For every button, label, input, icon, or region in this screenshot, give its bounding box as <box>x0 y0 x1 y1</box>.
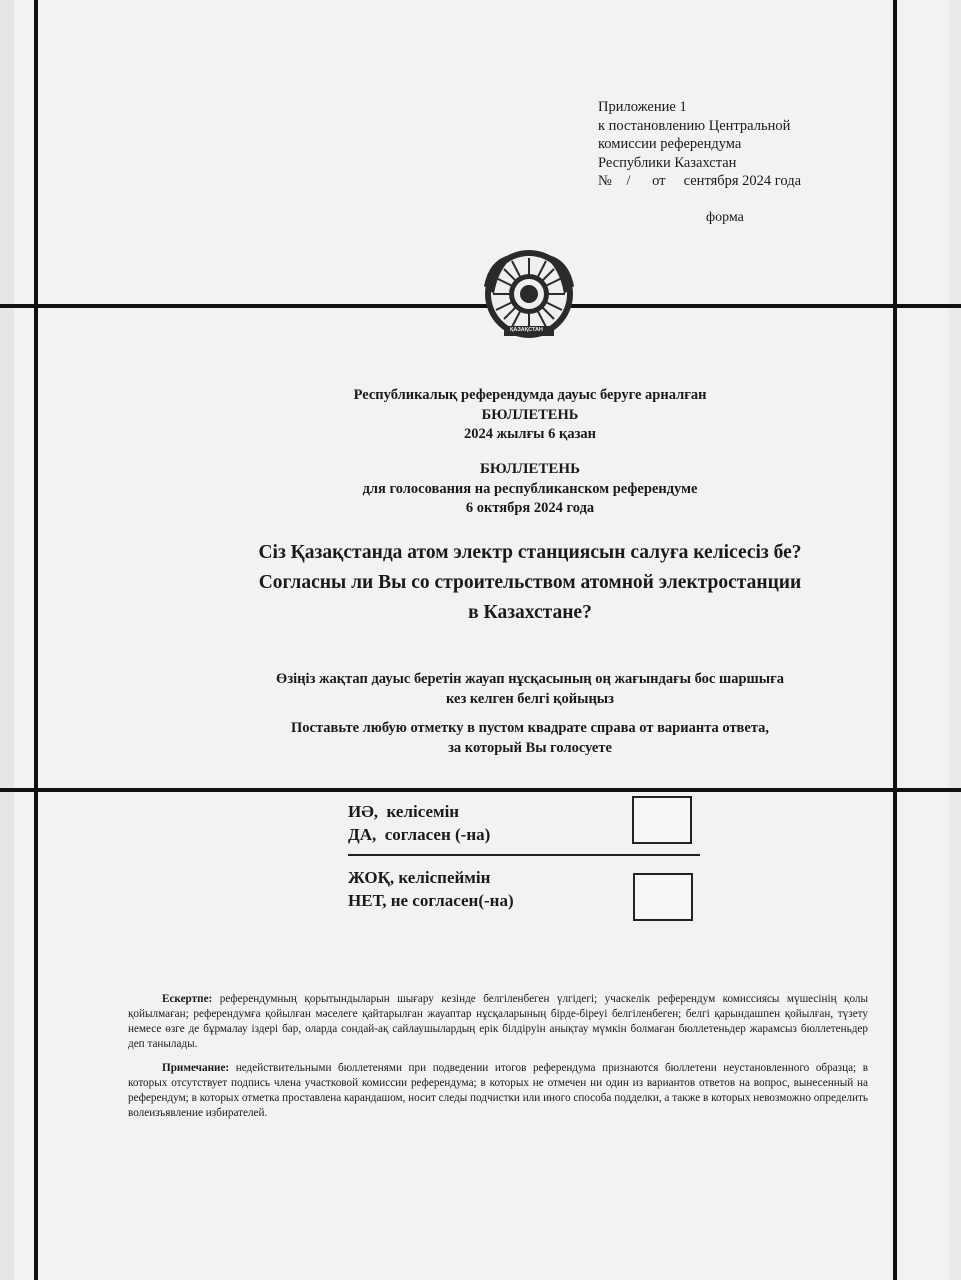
instruction-kaz-line-1: Өзіңіз жақтап дауыс беретін жауап нұсқасының оң жағындағы бос шаршыға <box>276 671 784 687</box>
option-no <box>348 866 514 912</box>
kaz-header-line-1: Республикалық референдумда дауыс беруге арналған <box>353 387 707 403</box>
note-rus <box>128 1061 868 1121</box>
grid-line-vertical-left <box>34 0 38 1280</box>
instruction-kaz-line-2: кез келген белгі қойыңыз <box>446 691 614 707</box>
yes-checkbox[interactable] <box>632 796 692 844</box>
note-kaz <box>128 992 868 1052</box>
option-yes-rus: ДА, согласен (-на) <box>348 825 491 844</box>
no-checkbox[interactable] <box>633 873 693 921</box>
note-kaz-label: Ескертпе: <box>162 993 213 1005</box>
option-no-rus: НЕТ, не согласен(-на) <box>348 891 514 910</box>
coat-of-arms-icon <box>476 246 582 346</box>
option-no-kaz: ЖОҚ, келіспеймін <box>348 868 491 887</box>
question-kaz: Сіз Қазақстанда атом электр станциясын салуға келісесіз бе? <box>258 542 802 563</box>
option-yes <box>348 800 490 846</box>
question-rus-line-1: Согласны ли Вы со строительством атомной электростанции <box>258 572 802 593</box>
option-yes-kaz: ИӘ, келісемін <box>348 802 460 821</box>
rus-ballot-header <box>280 460 780 519</box>
grid-line-vertical-right <box>893 0 897 1280</box>
emblem-text: ҚАЗАҚСТАН <box>510 327 543 333</box>
options-separator <box>348 854 700 856</box>
kaz-header-date: 2024 жылғы 6 қазан <box>463 426 597 442</box>
instructions-rus <box>210 718 850 758</box>
instruction-rus-line-2: за который Вы голосуете <box>448 740 612 756</box>
frame-edge-left <box>0 0 14 1280</box>
rus-header-date: 6 октября 2024 года <box>465 500 595 516</box>
rus-header-line-2: для голосования на республиканском референдуме <box>362 480 698 497</box>
note-rus-text: недействительными бюллетенями при подведении итогов референдума признаются бюллетени неустановленного образца; в которых отсутствует подпись члена участковой комиссии референдума; в которых не отмечен ни один из вариантов ответов на вопрос, вынесенный на референдум; в которых отметка проставлена карандашом, носит следы подчистки или иного способа подделки, а также в которых невозможно определить волеизъявление избирателей. <box>128 1062 868 1119</box>
kaz-ballot-header <box>280 386 780 445</box>
ballot-question <box>200 538 860 628</box>
appendix-line-3: комиссии референдума <box>598 136 742 152</box>
appendix-block <box>598 98 801 191</box>
kaz-header-title: БЮЛЛЕТЕНЬ <box>481 406 579 423</box>
note-rus-label: Примечание: <box>162 1062 230 1074</box>
instructions-kaz <box>210 669 850 709</box>
grid-line-horizontal-bottom <box>0 788 961 792</box>
appendix-line-2: к постановлению Центральной <box>598 117 791 134</box>
appendix-line-5: № / от сентября 2024 года <box>598 173 802 189</box>
instruction-rus-line-1: Поставьте любую отметку в пустом квадрате справа от варианта ответа, <box>290 720 770 736</box>
rus-header-title: БЮЛЛЕТЕНЬ <box>479 461 580 477</box>
appendix-line-4: Республики Казахстан <box>598 154 737 171</box>
appendix-line-1: Приложение 1 <box>598 99 687 115</box>
question-rus-line-2: в Казахстане? <box>468 602 592 623</box>
frame-edge-right <box>949 0 961 1280</box>
forma-label: форма <box>706 210 744 225</box>
note-kaz-text: референдумның қорытындыларын шығару кезінде белгіленбеген үлгідегі; учаскелік референдум комиссиясы мүшесінің қолы қойылмаған; референдумға қойылған мәселеге қайтарылған жауаптар нұсқаларының бірде-біреуі белгіленбеген; белгі қарындашпен қойылған, түзету немесе өзге де бұрмалау іздері бар, оларда сондай-ақ сайлаушылардың ерік білдіруін анықтау мүмкін болмаған бюллетеньдер жарамсыз бюллетеньдер деп танылады. <box>128 993 868 1050</box>
